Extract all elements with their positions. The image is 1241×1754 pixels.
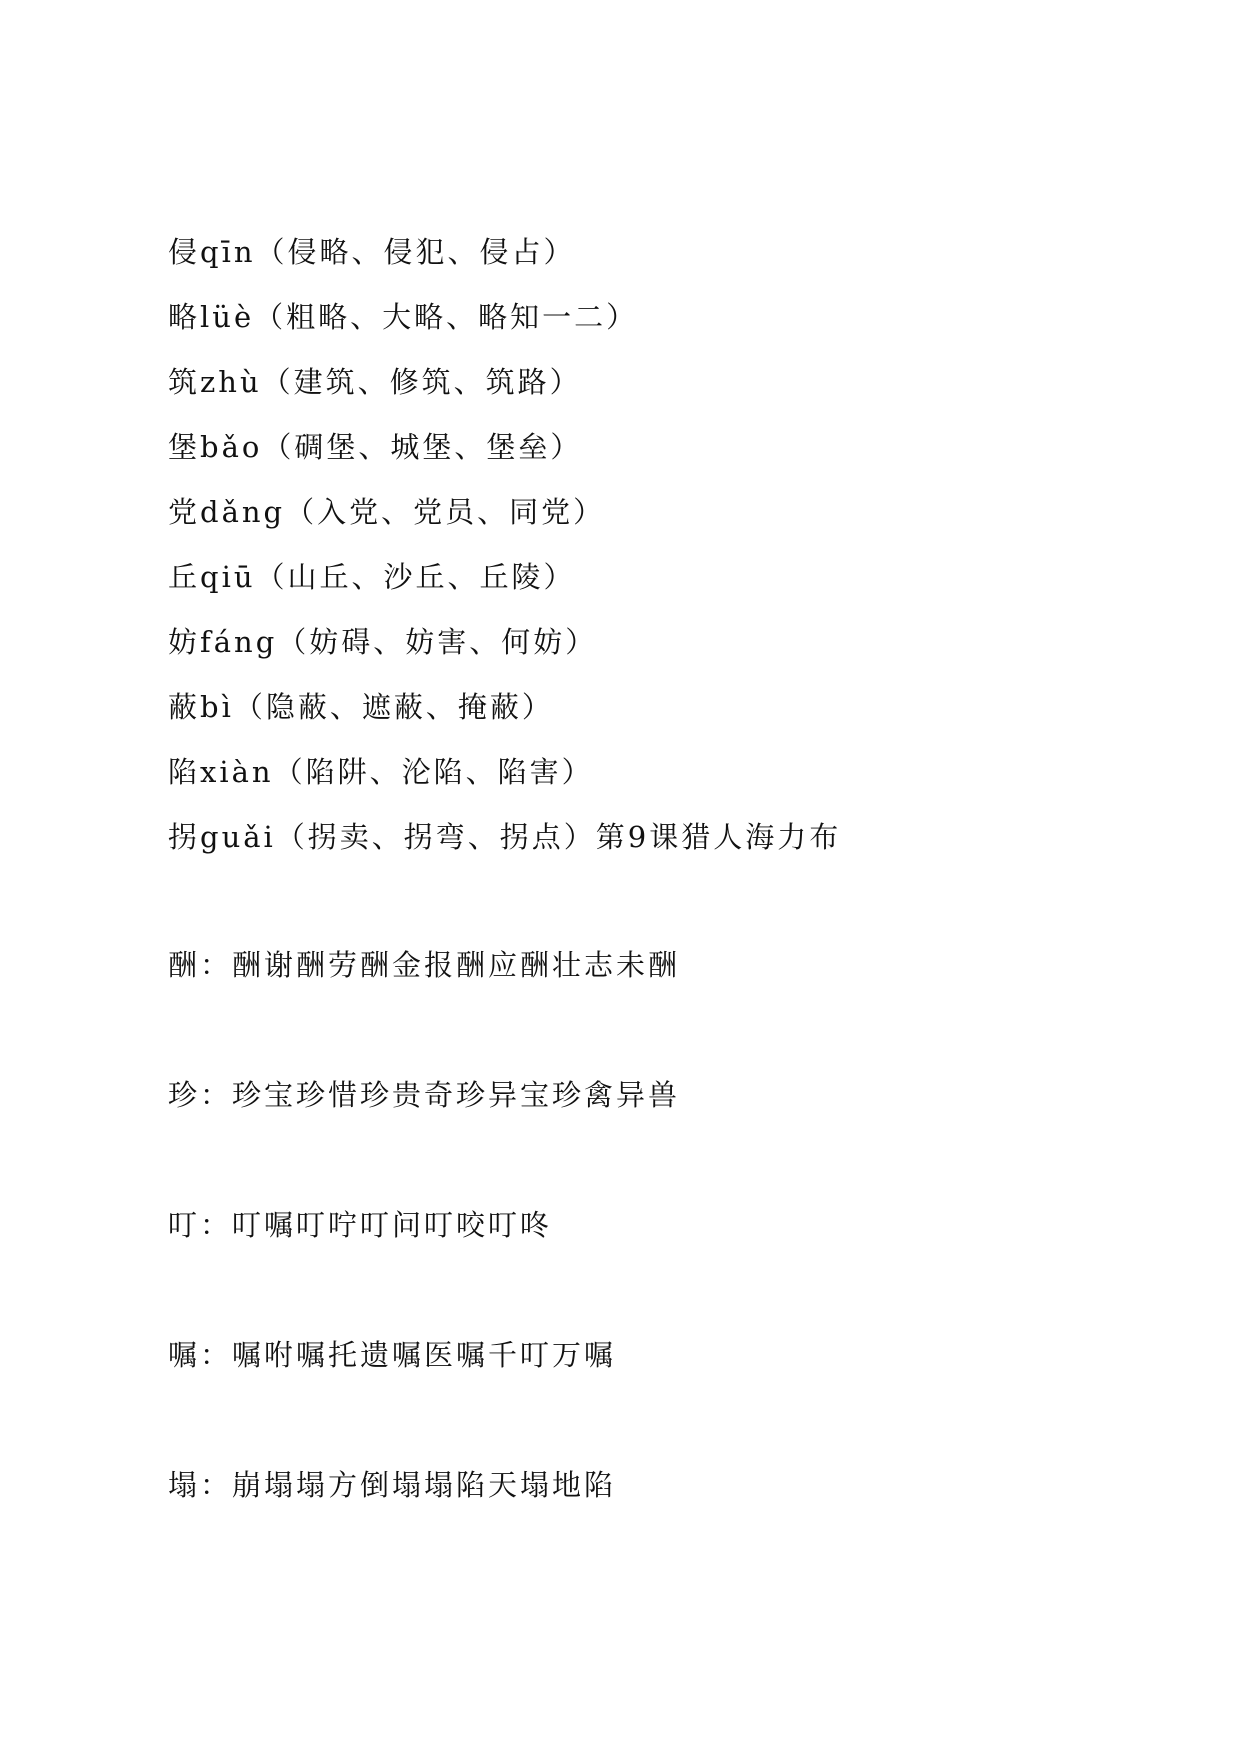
vocab-line: 侵qīn（侵略、侵犯、侵占） — [168, 235, 576, 269]
vocab-line: 党dǎng（入党、党员、同党） — [168, 495, 606, 529]
vocab-line: 略lüè（粗略、大略、略知一二） — [168, 300, 639, 334]
word-group-line: 叮：叮嘱叮咛叮问叮咬叮咚 — [168, 1208, 553, 1242]
word-group-line: 酬：酬谢酬劳酬金报酬应酬壮志未酬 — [168, 948, 681, 982]
word-group-line: 塌：崩塌塌方倒塌塌陷天塌地陷 — [168, 1468, 617, 1502]
vocab-line: 妨fáng（妨碍、妨害、何妨） — [168, 625, 598, 659]
word-group-line: 珍：珍宝珍惜珍贵奇珍异宝珍禽异兽 — [168, 1078, 681, 1112]
vocab-line: 丘qiū（山丘、沙丘、丘陵） — [168, 560, 576, 594]
vocab-line: 陷xiàn（陷阱、沦陷、陷害） — [168, 755, 594, 789]
vocab-line: 筑zhù（建筑、修筑、筑路） — [168, 365, 582, 399]
vocab-line: 堡bǎo（碉堡、城堡、堡垒） — [168, 430, 583, 464]
document-page — [168, 0, 1168, 1754]
word-group-line: 嘱：嘱咐嘱托遗嘱医嘱千叮万嘱 — [168, 1338, 617, 1372]
vocab-line: 蔽bì（隐蔽、遮蔽、掩蔽） — [168, 690, 554, 724]
vocab-line: 拐guǎi（拐卖、拐弯、拐点）第9课猎人海力布 — [168, 820, 842, 854]
